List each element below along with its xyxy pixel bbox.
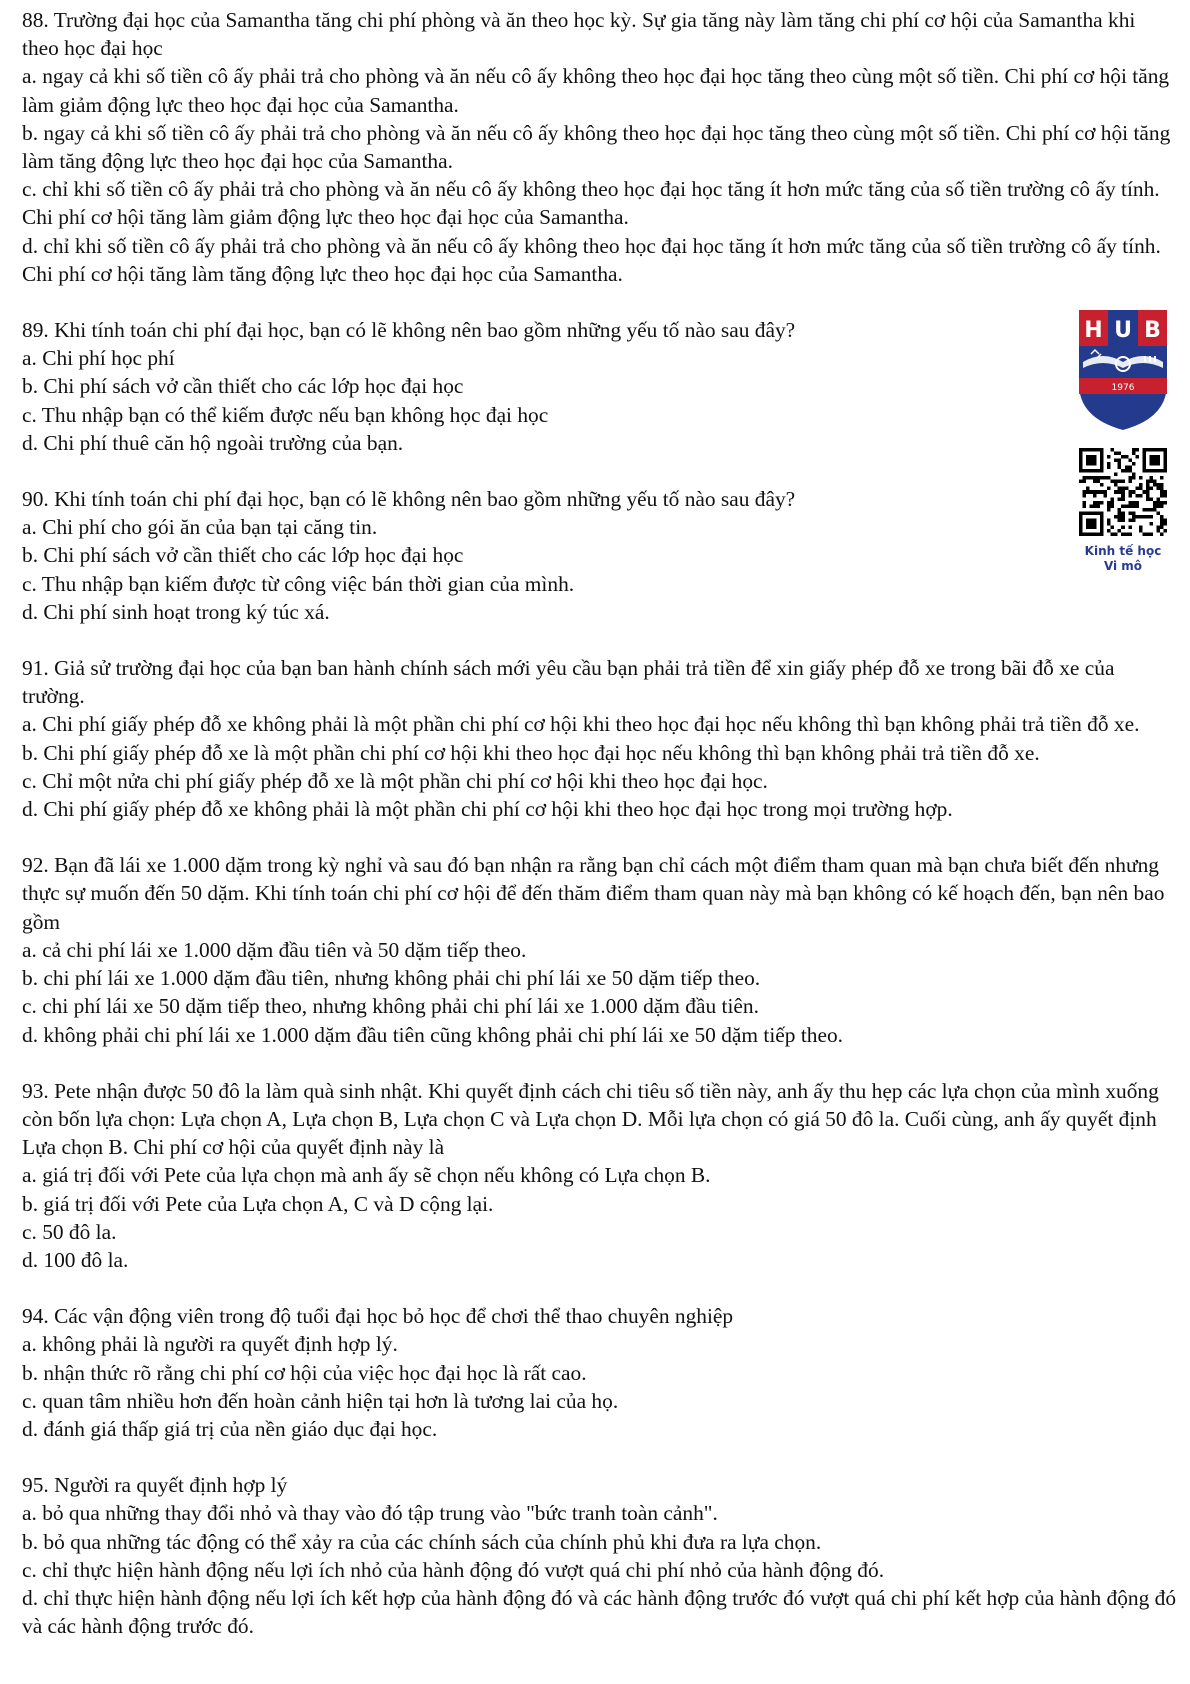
answer-option: d. đánh giá thấp giá trị của nền giáo dục đại học. [22,1416,438,1441]
answer-option: a. không phải là người ra quyết định hợp lý. [22,1332,398,1357]
answer-option: b. bỏ qua những tác động có thể xảy ra của các chính sách của chính phủ khi đưa ra lựa chọn. [22,1529,822,1554]
answer-option: c. 50 đô la. [22,1219,117,1244]
answer-option: a. cả chi phí lái xe 1.000 dặm đầu tiên và 50 dặm tiếp theo. [22,937,527,962]
answer-option: a. Chi phí giấy phép đỗ xe không phải là một phần chi phí cơ hội khi theo học đại học nếu không thì bạn không phải trả tiền đỗ xe. [22,712,1140,737]
answer-option: c. chỉ thực hiện hành động nếu lợi ích nhỏ của hành động đó vượt quá chi phí nhỏ của hành động đó. [22,1557,885,1582]
answer-option: c. Thu nhập bạn có thể kiếm được nếu bạn không học đại học [22,402,549,427]
sidebar [1068,306,1178,574]
question-block [22,316,1177,457]
sidebar-label-subsubject: Vi mô [1103,559,1143,573]
answer-option: d. chỉ thực hiện hành động nếu lợi ích kết hợp của hành động đó và các hành động trước đó vượt quá chi phí kết hợp của hành động đó và các hành động trước đó. [22,1585,1177,1639]
answer-option: c. chi phí lái xe 50 dặm tiếp theo, nhưng không phải chi phí lái xe 1.000 dặm đầu tiên. [22,994,759,1019]
answer-option: a. bỏ qua những thay đổi nhỏ và thay vào đó tập trung vào "bức tranh toàn cảnh". [22,1501,718,1526]
question-stem: 91. Giả sử trường đại học của bạn ban hành chính sách mới yêu cầu bạn phải trả tiền để xin giấy phép đỗ xe trong bãi đỗ xe của trường. [22,656,1115,709]
question-list [22,6,1177,1640]
answer-option: b. giá trị đối với Pete của Lựa chọn A, C và D cộng lại. [22,1191,494,1216]
logo-year: 1976 [1111,383,1135,393]
question-block [22,1077,1177,1274]
answer-option: b. Chi phí sách vở cần thiết cho các lớp học đại học [22,374,464,399]
answer-option: b. nhận thức rõ rằng chi phí cơ hội của việc học đại học là rất cao. [22,1360,587,1385]
answer-option: c. Thu nhập bạn kiếm được từ công việc bán thời gian của mình. [22,571,575,596]
hub-logo [1075,306,1171,434]
question-stem: 88. Trường đại học của Samantha tăng chi phí phòng và ăn theo học kỳ. Sự gia tăng này làm tăng chi phí cơ hội của Samantha khi theo học đại học [22,8,1136,61]
answer-option: c. Chỉ một nửa chi phí giấy phép đỗ xe là một phần chi phí cơ hội khi theo học đại học. [22,768,768,793]
answer-option: a. Chi phí cho gói ăn của bạn tại căng tin. [22,515,378,540]
question-block [22,851,1177,1048]
qr-code-icon [1079,448,1167,536]
sidebar-label-subject: Kinh tế học [1084,544,1162,558]
answer-option: a. ngay cả khi số tiền cô ấy phải trả cho phòng và ăn nếu cô ấy không theo học đại học tăng theo cùng một số tiền. Chi phí cơ hội tăng làm giảm động lực theo học đại học của Samantha. [22,64,1170,117]
logo-letter-h: H [1084,318,1103,343]
question-stem: 89. Khi tính toán chi phí đại học, bạn có lẽ không nên bao gồm những yếu tố nào sau đây? [22,318,796,343]
answer-option: b. Chi phí giấy phép đỗ xe là một phần chi phí cơ hội khi theo học đại học nếu không thì bạn không phải trả tiền đỗ xe. [22,740,1040,765]
question-stem: 92. Bạn đã lái xe 1.000 dặm trong kỳ nghỉ và sau đó bạn nhận ra rằng bạn chỉ cách một điểm tham quan mà bạn chưa biết đến nhưng thực sự muốn đến 50 dặm. Khi tính toán chi phí cơ hội để đến thăm điểm tham quan này mà bạn không có kế hoạch đến, bạn nên bao gồm [22,853,1165,934]
answer-option: c. quan tâm nhiều hơn đến hoàn cảnh hiện tại hơn là tương lai của họ. [22,1388,619,1413]
logo-letter-b: B [1144,318,1161,343]
logo-letter-u: U [1114,318,1132,343]
answer-option: d. chỉ khi số tiền cô ấy phải trả cho phòng và ăn nếu cô ấy không theo học đại học tăng ít hơn mức tăng của số tiền trường cô ấy tính. Chi phí cơ hội tăng làm tăng động lực theo học đại học của Samantha. [22,233,1161,286]
question-block [22,1302,1177,1443]
answer-option: d. Chi phí giấy phép đỗ xe không phải là một phần chi phí cơ hội khi theo học đại học trong mọi trường hợp. [22,797,953,822]
answer-option: b. ngay cả khi số tiền cô ấy phải trả cho phòng và ăn nếu cô ấy không theo học đại học tăng theo cùng một số tiền. Chi phí cơ hội tăng làm tăng động lực theo học đại học của Samantha. [22,120,1171,174]
answer-option: d. Chi phí thuê căn hộ ngoài trường của bạn. [22,430,404,455]
question-block [22,654,1177,823]
answer-option: d. không phải chi phí lái xe 1.000 dặm đầu tiên cũng không phải chi phí lái xe 50 dặm tiếp theo. [22,1022,843,1047]
answer-option: d. Chi phí sinh hoạt trong ký túc xá. [22,599,330,624]
question-stem: 95. Người ra quyết định hợp lý [22,1473,288,1498]
answer-option: d. 100 đô la. [22,1247,129,1272]
answer-option: a. giá trị đối với Pete của lựa chọn mà anh ấy sẽ chọn nếu không có Lựa chọn B. [22,1163,711,1188]
answer-option: b. chi phí lái xe 1.000 dặm đầu tiên, nhưng không phải chi phí lái xe 50 dặm tiếp theo. [22,966,761,991]
question-stem: 93. Pete nhận được 50 đô la làm quà sinh nhật. Khi quyết định cách chi tiêu số tiền này, anh ấy thu hẹp các lựa chọn của mình xuống còn bốn lựa chọn: Lựa chọn A, Lựa chọn B, Lựa chọn C và Lựa chọn D. Mỗi lựa chọn có giá 50 đô la. Cuối cùng, anh ấy quyết định Lựa chọn B. Chi phí cơ hội của quyết định này là [22,1078,1159,1160]
answer-option: b. Chi phí sách vở cần thiết cho các lớp học đại học [22,543,464,568]
question-stem: 90. Khi tính toán chi phí đại học, bạn có lẽ không nên bao gồm những yếu tố nào sau đây? [22,487,796,512]
question-stem: 94. Các vận động viên trong độ tuổi đại học bỏ học để chơi thể thao chuyên nghiệp [22,1304,734,1329]
answer-option: a. Chi phí học phí [22,346,175,371]
document-page [22,6,1177,1668]
question-block [22,1471,1177,1640]
answer-option: c. chỉ khi số tiền cô ấy phải trả cho phòng và ăn nếu cô ấy không theo học đại học tăng ít hơn mức tăng của số tiền trường cô ấy tính. Chi phí cơ hội tăng làm giảm động lực theo học đại học của Samantha. [22,177,1160,230]
question-block [22,485,1177,626]
question-block [22,6,1177,288]
